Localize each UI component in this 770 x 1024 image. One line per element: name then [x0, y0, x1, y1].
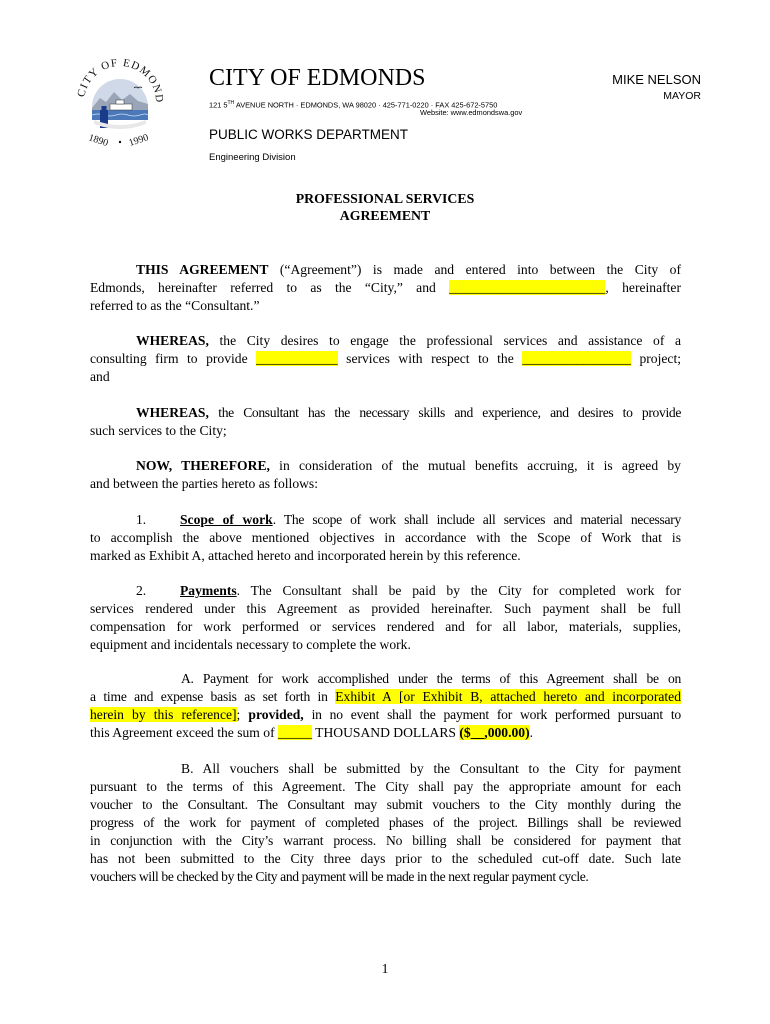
intro-text-3: , hereinafter [605, 280, 681, 295]
section-2a-text-5: this Agreement exceed the sum of [90, 725, 278, 740]
section-1-paragraph [90, 511, 681, 565]
document-title-line2: AGREEMENT [339, 208, 431, 223]
section-1-heading: Scope of work [180, 512, 273, 527]
whereas-1-text-1: the City desires to engage the professional services and assistance of a [208, 333, 681, 348]
whereas-1-bold: WHEREAS, [136, 333, 209, 348]
now-therefore-text-1: in consideration of the mutual benefits accruing, it is agreed by [269, 458, 681, 473]
section-2a-text-3: ; [236, 707, 249, 722]
consultant-name-blank[interactable]: _______________________ [449, 280, 606, 295]
whereas-2-bold: WHEREAS, [136, 405, 209, 420]
intro-bold: THIS AGREEMENT [136, 262, 269, 277]
intro-text-4: referred to as the “Consultant.” [90, 298, 260, 313]
section-2b-text-4: progress of the work for payment of completed phases of the project. Billings shall be reviewed [90, 815, 681, 830]
provided-bold: provided, [248, 707, 304, 722]
section-2b-text-3: voucher to the Consultant. The Consultant may submit vouchers to the City monthly during the [90, 797, 681, 812]
section-2a-text-6: THOUSAND DOLLARS [311, 725, 460, 740]
section-2b-text-7: vouchers will be checked by the City and payment will be made in the next regular payment cycle. [90, 869, 589, 884]
project-blank[interactable]: ________________ [522, 351, 631, 366]
exhibit-b-reference-highlight: herein by this reference] [90, 707, 237, 722]
mayor-name: MIKE NELSON [612, 72, 701, 87]
city-website: Website: www.edmondswa.gov [420, 108, 523, 117]
now-therefore-text-2: and between the parties hereto as follows: [90, 476, 318, 491]
section-2b-text-5: in conjunction with the City’s warrant process. No billing shall be considered for payment that [90, 833, 681, 848]
section-2b-text-2: pursuant to the terms of this Agreement. The City shall pay the appropriate amount for each [90, 779, 681, 794]
section-2-text-4: equipment and incidentals necessary to complete the work. [90, 637, 411, 652]
section-2-text-1: . The Consultant shall be paid by the City for completed work for [236, 583, 681, 598]
intro-text-1: (“Agreement”) is made and entered into between the City of [268, 262, 681, 277]
whereas-2-text-2: such services to the City; [90, 423, 227, 438]
section-2-text-2: services rendered under this Agreement as provided hereinafter. Such payment shall be full [90, 601, 681, 616]
section-2a-text-2: a time and expense basis as set forth in [90, 689, 336, 704]
section-1-text-3: marked as Exhibit A, attached hereto and incorporated herein by this reference. [90, 548, 521, 563]
section-2a-text-4: in no event shall the payment for work performed pursuant to [303, 707, 681, 722]
section-2-text-3: compensation for work performed or services rendered and for all labor, materials, supplies, [90, 619, 681, 634]
whereas-1-text-5: and [90, 369, 110, 384]
whereas-1-paragraph [90, 332, 681, 386]
whereas-2-paragraph [90, 404, 681, 440]
section-2a-paragraph [90, 670, 681, 742]
exhibit-b-highlight: [or Exhibit B, attached hereto and incorporated [398, 689, 681, 704]
section-2b-paragraph [90, 760, 681, 886]
exhibit-a-highlight: Exhibit A [335, 689, 392, 704]
whereas-1-text-3: services with respect to the [337, 351, 523, 366]
city-title: CITY OF EDMONDS [209, 65, 426, 91]
section-2-number: 2. [136, 583, 147, 598]
section-1-number: 1. [136, 512, 147, 527]
section-2-heading: Payments [180, 583, 237, 598]
section-2a-text-1: A. Payment for work accomplished under the terms of this Agreement shall be on [181, 671, 681, 686]
thousand-dollars-blank[interactable]: _____ [278, 725, 312, 740]
seal-year-left: 1890 [87, 132, 110, 150]
division-name: Engineering Division [209, 152, 296, 163]
section-2-paragraph [90, 582, 681, 654]
now-therefore-paragraph [90, 457, 681, 493]
document-title-line1: PROFESSIONAL SERVICES [295, 191, 475, 206]
intro-paragraph [90, 261, 681, 315]
address-sup: TH [227, 100, 235, 106]
section-2b-text-6: has not been submitted to the City three days prior to the scheduled cut-off date. Such late [90, 851, 681, 866]
intro-text-2: Edmonds, hereinafter referred to as the “City,” and [90, 280, 450, 295]
department-name: PUBLIC WORKS DEPARTMENT [209, 127, 409, 142]
services-blank[interactable]: ____________ [256, 351, 338, 366]
mayor-title: MAYOR [663, 90, 701, 102]
amount-blank[interactable]: ($__,000.00) [459, 725, 530, 740]
page-number: 1 [381, 961, 389, 976]
city-seal [72, 52, 168, 150]
address-start: 121 5 [209, 100, 228, 110]
now-therefore-bold: NOW, THEREFORE, [136, 458, 270, 473]
whereas-1-text-4: project; [630, 351, 681, 366]
whereas-1-text-2: consulting firm to provide [90, 351, 257, 366]
whereas-2-text-1: the Consultant has the necessary skills and experience, and desires to provide [208, 405, 681, 420]
seal-ring-text: CITY OF EDMOND [75, 56, 166, 104]
address-end: AVENUE NORTH · EDMONDS, WA 98020 · 425-771-0220 · FAX 425-672-5750 [234, 100, 498, 110]
section-1-text-1: . The scope of work shall include all services and material necessary [272, 512, 681, 527]
section-2b-text-1: B. All vouchers shall be submitted by the Consultant to the City for payment [181, 761, 681, 776]
seal-year-right: 1990 [127, 132, 150, 149]
section-1-text-2: to accomplish the above mentioned objectives in accordance with the Scope of Work that is [90, 530, 681, 545]
city-seal-icon [72, 52, 168, 150]
section-2a-text-7: . [529, 725, 534, 740]
